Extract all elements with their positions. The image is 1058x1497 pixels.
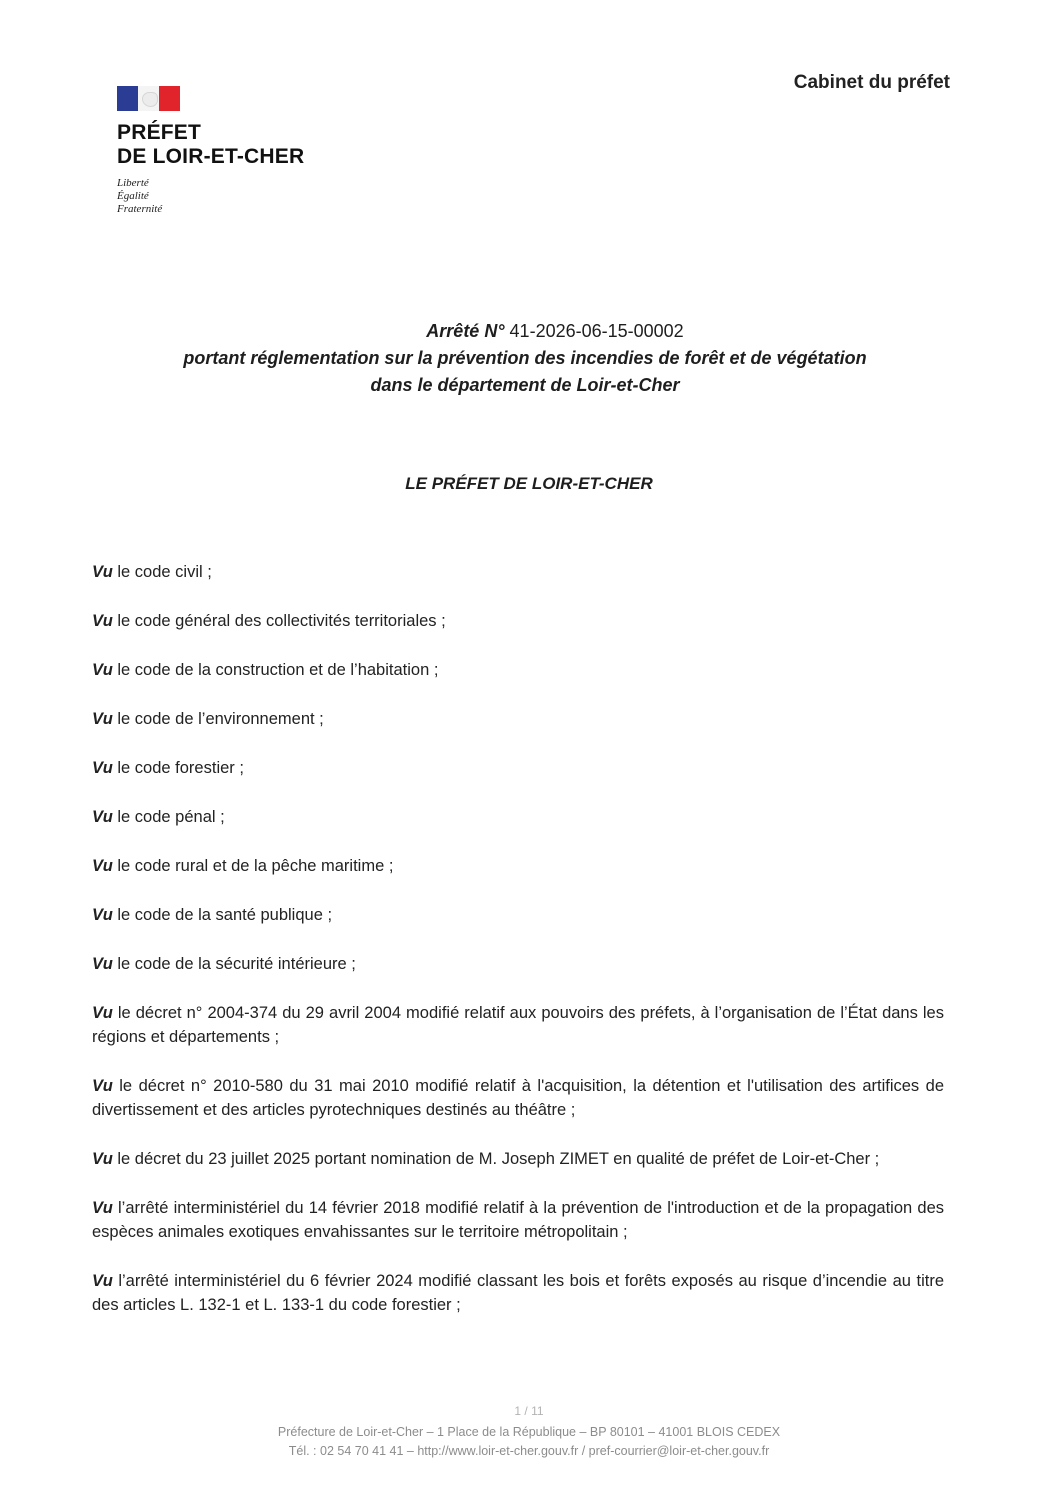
visa-item [92,707,944,731]
visa-item [92,560,944,584]
visa-item [92,1269,944,1317]
visa-text: le décret du 23 juillet 2025 portant nomination de M. Joseph ZIMET en qualité de préfet de Loir-et-Cher ; [112,1150,880,1168]
visa-text: le code rural et de la pêche maritime ; [112,857,394,875]
page-footer [0,1402,1058,1461]
republic-motto [117,177,377,216]
visa-item [92,1074,944,1122]
visa-text: l’arrêté interministériel du 14 février 2018 modifié relatif à la prévention de l'introduction et de la propagation des espèces animales exotiques envahissantes sur le territoire métropolitain ; [92,1199,944,1241]
arrete-title [100,318,950,399]
visa-text: le code civil ; [112,563,212,581]
visa-text: le code forestier ; [112,759,244,777]
motto-egalite: Égalité [117,190,149,202]
visa-prefix: Vu [92,1077,113,1095]
visa-prefix: Vu [92,612,113,630]
arrete-label: Arrêté N° [426,321,505,341]
logo-line-2: DE LOIR-ET-CHER [117,145,305,168]
visa-item [92,854,944,878]
visa-item [92,756,944,780]
visa-item [92,952,944,976]
visa-prefix: Vu [92,906,113,924]
visa-item [92,609,944,633]
visa-text: le code de la sécurité intérieure ; [112,955,356,973]
visa-prefix: Vu [92,1150,113,1168]
visa-prefix: Vu [92,1272,113,1290]
visa-text: le code général des collectivités territoriales ; [112,612,446,630]
visa-text: le décret n° 2004-374 du 29 avril 2004 modifié relatif aux pouvoirs des préfets, à l’organisation de l’État dans les régions et départements ; [92,1004,944,1046]
motto-fraternite: Fraternité [117,203,163,215]
visa-prefix: Vu [92,759,113,777]
visa-prefix: Vu [92,661,113,679]
logo-title [117,121,377,169]
page-number: 1 / 11 [514,1404,544,1418]
visa-prefix: Vu [92,1199,113,1217]
marianne-flag-icon [117,86,180,111]
footer-address: Préfecture de Loir-et-Cher – 1 Place de la République – BP 80101 – 41001 BLOIS CEDEX [277,1425,781,1439]
visa-item [92,658,944,682]
logo-line-1: PRÉFET [117,121,202,144]
footer-contact: Tél. : 02 54 70 41 41 – http://www.loir-et-cher.gouv.fr / pref-courrier@loir-et-cher.gouv.fr [288,1444,770,1458]
arrete-subject-line-2: dans le département de Loir-et-Cher [370,375,680,395]
motto-liberte: Liberté [117,177,149,189]
arrete-subject-line-1: portant réglementation sur la prévention des incendies de forêt et de végétation [183,348,867,368]
visa-item [92,1196,944,1244]
arrete-number-line [100,318,950,345]
visa-prefix: Vu [92,1004,113,1022]
visa-item [92,903,944,927]
visa-text: le code de la construction et de l’habitation ; [112,661,439,679]
visa-item [92,1001,944,1049]
visa-item [92,805,944,829]
visa-prefix: Vu [92,955,113,973]
arrete-number: 41-2026-06-15-00002 [509,321,684,341]
visa-prefix: Vu [92,857,113,875]
visas-list [92,560,944,1342]
prefet-heading: LE PRÉFET DE LOIR-ET-CHER [405,474,653,493]
visa-text: le code de l’environnement ; [112,710,324,728]
visa-prefix: Vu [92,563,113,581]
prefecture-logo [117,86,377,216]
visa-text: le code de la santé publique ; [112,906,333,924]
visa-item [92,1147,944,1171]
visa-text: l’arrêté interministériel du 6 février 2024 modifié classant les bois et forêts exposés au risque d’incendie au titre des articles L. 132-1 et L. 133-1 du code forestier ; [92,1272,944,1314]
visa-text: le code pénal ; [112,808,225,826]
cabinet-label: Cabinet du préfet [793,72,950,93]
visa-prefix: Vu [92,710,113,728]
visa-text: le décret n° 2010-580 du 31 mai 2010 modifié relatif à l'acquisition, la détention et l'utilisation des artifices de divertissement et des articles pyrotechniques destinés au théâtre ; [92,1077,944,1119]
visa-prefix: Vu [92,808,113,826]
